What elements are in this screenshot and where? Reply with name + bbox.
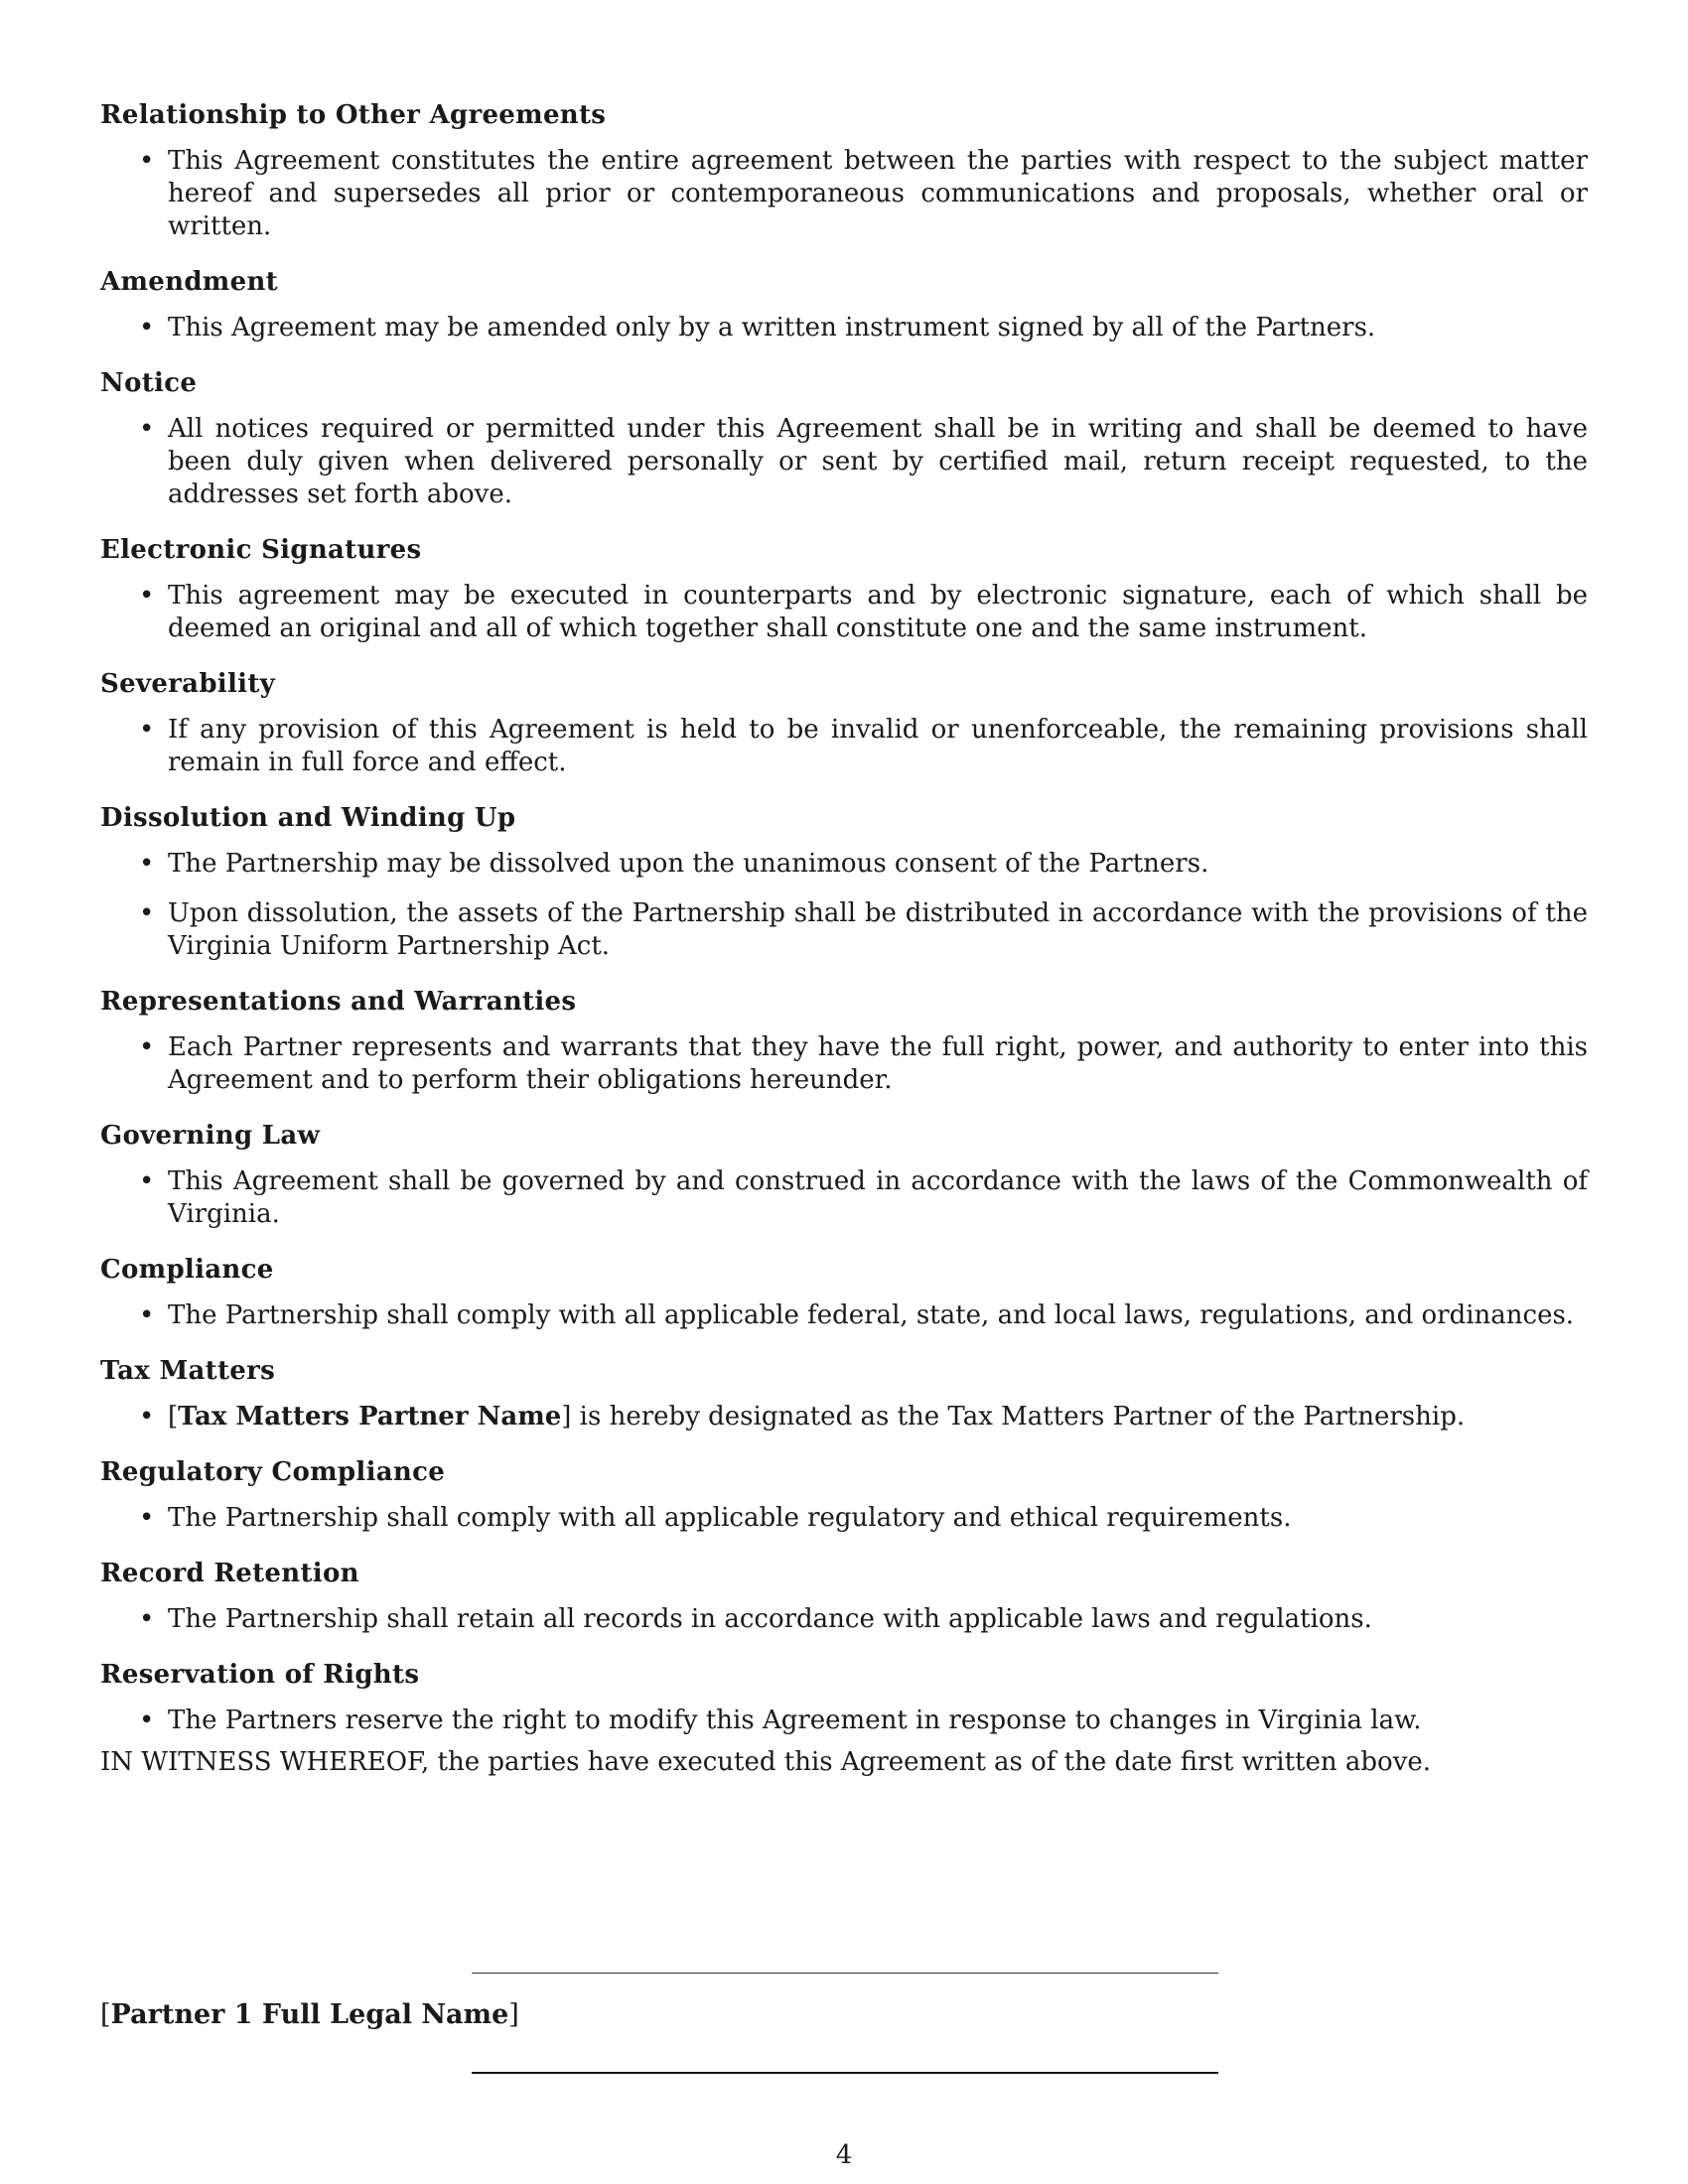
list-item: • If any provision of this Agreement is held to be invalid or unenforceable, the remaining provisions shall remain in full force and effect. xyxy=(100,714,1588,779)
bullet-list xyxy=(100,1401,1588,1433)
list-item: • The Partnership shall retain all records in accordance with applicable laws and regulations. xyxy=(100,1603,1588,1636)
section-record-retention xyxy=(100,1556,1588,1636)
section-heading: Notice xyxy=(100,368,198,398)
placeholder-close-bracket: ] xyxy=(561,1402,572,1432)
section-notice xyxy=(100,365,1588,511)
tax-matters-partner-placeholder: Tax Matters Partner Name xyxy=(178,1402,562,1432)
list-item: • Each Partner represents and warrants that they have the full right, power, and authority to enter into this Agreement and to perform their obligations hereunder. xyxy=(100,1031,1588,1097)
list-item: • The Partnership may be dissolved upon the unanimous consent of the Partners. xyxy=(100,848,1588,881)
section-governing-law xyxy=(100,1118,1588,1231)
placeholder-close-bracket: ] xyxy=(508,1999,519,2030)
section-heading: Severability xyxy=(100,669,276,699)
section-reservation-of-rights xyxy=(100,1657,1588,1737)
section-tax-matters xyxy=(100,1353,1588,1433)
bullet-list xyxy=(100,1705,1588,1737)
list-item: • The Partnership shall comply with all applicable federal, state, and local laws, regulations, and ordinances. xyxy=(100,1299,1588,1332)
section-heading: Regulatory Compliance xyxy=(100,1457,446,1487)
list-item: • The Partners reserve the right to modify this Agreement in response to changes in Virginia law. xyxy=(100,1705,1588,1737)
bullet-list xyxy=(100,413,1588,511)
section-representations xyxy=(100,984,1588,1097)
placeholder-open-bracket: [ xyxy=(100,1999,111,2030)
section-heading: Tax Matters xyxy=(100,1356,276,1386)
section-heading: Amendment xyxy=(100,267,278,297)
section-electronic-signatures xyxy=(100,532,1588,645)
section-heading: Representations and Warranties xyxy=(100,987,577,1017)
placeholder-open-bracket: [ xyxy=(168,1402,179,1432)
bullet-list xyxy=(100,312,1588,344)
bullet-list xyxy=(100,1031,1588,1097)
signature-line xyxy=(472,2072,1218,2074)
tax-item-text: is hereby designated as the Tax Matters Partner of the Partnership. xyxy=(571,1402,1466,1432)
page-number: 4 xyxy=(835,2140,853,2170)
bullet-list xyxy=(100,1165,1588,1231)
section-severability xyxy=(100,666,1588,779)
witness-statement: IN WITNESS WHEREOF, the parties have executed this Agreement as of the date first written above. xyxy=(100,1747,1432,1777)
document-page xyxy=(100,97,1588,1779)
partner-name-placeholder xyxy=(100,1997,519,2033)
section-heading: Governing Law xyxy=(100,1121,321,1151)
list-item: • This Agreement shall be governed by and construed in accordance with the laws of the Commonwealth of Virginia. xyxy=(100,1165,1588,1231)
section-dissolution xyxy=(100,800,1588,963)
list-item: • The Partnership shall comply with all applicable regulatory and ethical requirements. xyxy=(100,1502,1588,1535)
section-regulatory-compliance xyxy=(100,1454,1588,1535)
section-heading: Compliance xyxy=(100,1255,274,1285)
list-item: • This agreement may be executed in counterparts and by electronic signature, each of which shall be deemed an original and all of which together shall constitute one and the same instrument. xyxy=(100,580,1588,645)
section-amendment xyxy=(100,264,1588,344)
section-heading: Dissolution and Winding Up xyxy=(100,803,516,833)
list-item: • This Agreement constitutes the entire agreement between the parties with respect to the subject matter hereof and supersedes all prior or contemporaneous communications and proposals, whether oral or written. xyxy=(100,145,1588,243)
bullet-list xyxy=(100,1603,1588,1636)
bullet-list xyxy=(100,580,1588,645)
list-item: • This Agreement may be amended only by a written instrument signed by all of the Partners. xyxy=(100,312,1588,344)
bullet-list xyxy=(100,848,1588,963)
section-compliance xyxy=(100,1252,1588,1332)
section-heading: Electronic Signatures xyxy=(100,535,422,565)
bullet-list xyxy=(100,145,1588,243)
list-item xyxy=(100,1401,1588,1433)
section-heading: Reservation of Rights xyxy=(100,1660,420,1690)
partner-name-label: Partner 1 Full Legal Name xyxy=(110,1999,509,2030)
signature-line xyxy=(472,1973,1218,1974)
list-item: • All notices required or permitted under this Agreement shall be in writing and shall be deemed to have been duly given when delivered personally or sent by certified mail, return receipt requested, to the addresses set forth above. xyxy=(100,413,1588,511)
bullet-list xyxy=(100,714,1588,779)
section-heading: Record Retention xyxy=(100,1559,359,1588)
bullet-list xyxy=(100,1502,1588,1535)
list-item: • Upon dissolution, the assets of the Partnership shall be distributed in accordance with the provisions of the Virginia Uniform Partnership Act. xyxy=(100,897,1588,963)
bullet-list xyxy=(100,1299,1588,1332)
section-relationship xyxy=(100,97,1588,243)
section-heading: Relationship to Other Agreements xyxy=(100,100,607,130)
